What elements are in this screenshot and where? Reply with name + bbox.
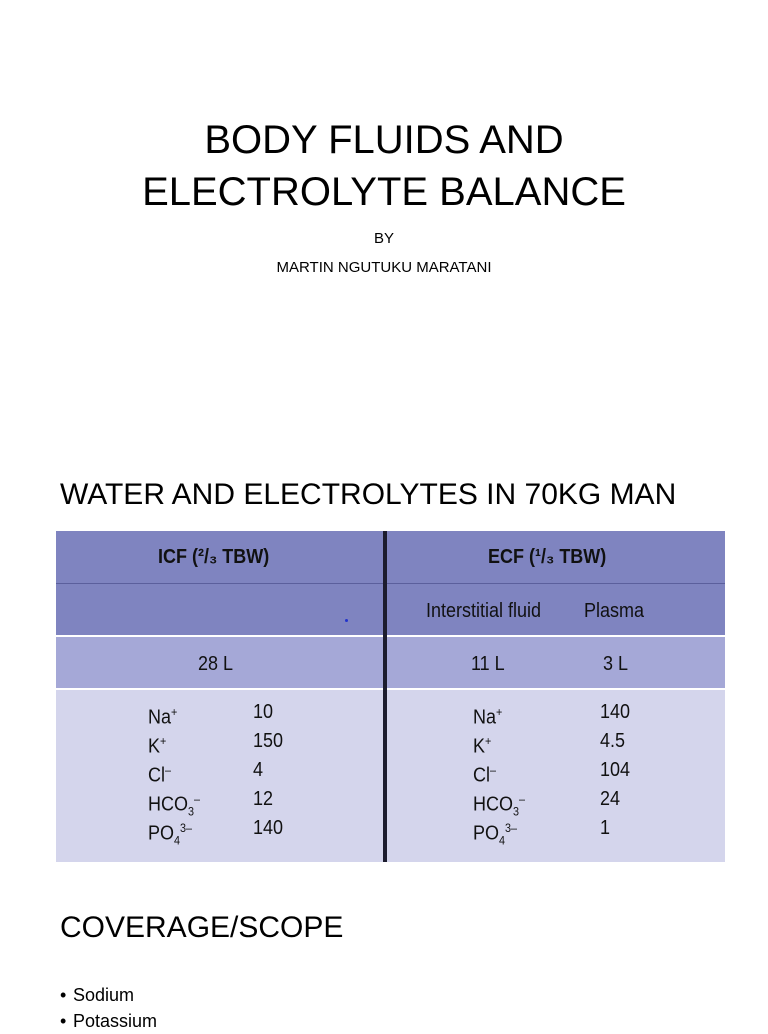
ion-value-ecf: 104 (600, 759, 631, 781)
ion-name-icf: $PO_4^{3-}$ (148, 821, 193, 848)
interstitial-volume: 11 L (471, 653, 505, 675)
stray-dot (345, 619, 348, 622)
ion-value-ecf: 1 (600, 817, 611, 839)
icf-volume: 28 L (198, 653, 234, 675)
plasma-volume: 3 L (603, 653, 629, 675)
ion-value-icf: 140 (253, 817, 284, 839)
ion-name-ecf: Na+ (473, 705, 503, 729)
ion-value-ecf: 140 (600, 701, 631, 723)
slide-title (0, 114, 768, 218)
ion-value-icf: 150 (253, 730, 284, 752)
section-heading-water: WATER AND ELECTROLYTES IN 70KG MAN (60, 478, 677, 511)
ion-name-ecf: $PO_4^{3-}$ (473, 821, 518, 848)
by-label: BY (373, 230, 394, 247)
volume-divider (56, 688, 725, 690)
ion-value-icf: 12 (253, 788, 274, 810)
ion-value-ecf: 4.5 (600, 730, 626, 752)
ion-value-ecf: 24 (600, 788, 621, 810)
ion-name-icf: Na+ (148, 705, 178, 729)
section-heading-scope: COVERAGE/SCOPE (60, 911, 344, 944)
ion-name-icf: Cl– (148, 763, 172, 787)
ion-name-ecf: $HCO_3^-$ (473, 792, 526, 819)
icf-header: ICF (²/₃ TBW) (158, 546, 270, 568)
interstitial-header: Interstitial fluid (426, 600, 542, 622)
ion-value-icf: 4 (253, 759, 264, 781)
ion-name-icf: K+ (148, 734, 167, 758)
ion-name-ecf: K+ (473, 734, 492, 758)
title-line-2: ELECTROLYTE BALANCE (142, 170, 626, 214)
author-name: MARTIN NGUTUKU MARATANI (276, 259, 492, 276)
column-divider (383, 531, 387, 862)
ion-name-icf: $HCO_3^-$ (148, 792, 201, 819)
scope-item: • Potassium (60, 1008, 157, 1034)
fluid-electrolyte-table (56, 531, 725, 862)
title-line-1: BODY FLUIDS AND (204, 118, 564, 162)
scope-list (60, 982, 157, 1034)
ion-value-icf: 10 (253, 701, 274, 723)
plasma-header: Plasma (584, 600, 645, 622)
table-header-band (56, 531, 725, 583)
scope-item: • Sodium (60, 982, 157, 1008)
ion-name-ecf: Cl– (473, 763, 497, 787)
ecf-header: ECF (¹/₃ TBW) (488, 546, 607, 568)
